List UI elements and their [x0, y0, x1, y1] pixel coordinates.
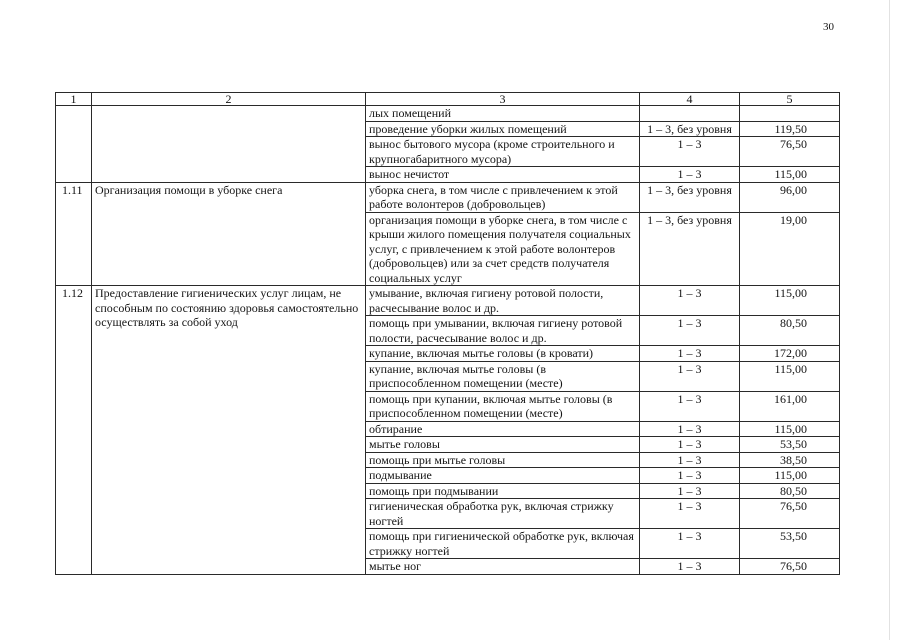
service-name: помощь при мытье головы	[366, 452, 640, 468]
scan-edge	[889, 0, 890, 640]
service-level: 1 – 3, без уровня	[640, 182, 740, 212]
service-name: уборка снега, в том числе с привлечением к этой работе волонтеров (добровольцев)	[366, 182, 640, 212]
service-name: гигиеническая обработка рук, включая стрижку ногтей	[366, 499, 640, 529]
service-price: 119,50	[740, 121, 840, 137]
service-price: 76,50	[740, 499, 840, 529]
service-name: купание, включая мытье головы (в кровати)	[366, 346, 640, 362]
col-1-header: 1	[56, 93, 92, 106]
service-name: лых помещений	[366, 106, 640, 122]
service-level: 1 – 3	[640, 286, 740, 316]
services-table	[55, 92, 840, 575]
service-level: 1 – 3	[640, 483, 740, 499]
table-row	[56, 286, 840, 316]
service-price: 115,00	[740, 286, 840, 316]
service-level: 1 – 3	[640, 452, 740, 468]
service-level: 1 – 3	[640, 167, 740, 183]
service-name: проведение уборки жилых помещений	[366, 121, 640, 137]
service-level: 1 – 3	[640, 529, 740, 559]
section-number: 1.12	[56, 286, 92, 575]
service-level: 1 – 3, без уровня	[640, 212, 740, 286]
page-number: 30	[823, 21, 834, 33]
section-number	[56, 106, 92, 183]
service-price: 76,50	[740, 137, 840, 167]
service-price: 115,00	[740, 468, 840, 484]
service-name: обтирание	[366, 421, 640, 437]
service-price: 115,00	[740, 421, 840, 437]
service-name: мытье ног	[366, 559, 640, 575]
service-name: помощь при умывании, включая гигиену ротовой полости, расчесывание волос и др.	[366, 316, 640, 346]
service-level: 1 – 3	[640, 499, 740, 529]
service-price: 53,50	[740, 437, 840, 453]
service-name: помощь при гигиенической обработке рук, включая стрижку ногтей	[366, 529, 640, 559]
service-level: 1 – 3, без уровня	[640, 121, 740, 137]
service-price: 80,50	[740, 483, 840, 499]
service-level: 1 – 3	[640, 559, 740, 575]
service-price: 53,50	[740, 529, 840, 559]
service-level: 1 – 3	[640, 361, 740, 391]
service-level: 1 – 3	[640, 316, 740, 346]
header-row	[56, 93, 840, 106]
service-name: помощь при подмывании	[366, 483, 640, 499]
table-row	[56, 106, 840, 122]
service-level: 1 – 3	[640, 437, 740, 453]
service-name: вынос нечистот	[366, 167, 640, 183]
service-name: помощь при купании, включая мытье головы (в приспособленном помещении (месте)	[366, 391, 640, 421]
section-title: Предоставление гигиенических услуг лицам, не способным по состоянию здоровья самостоятельно осуществлять за собой уход	[92, 286, 366, 575]
col-2-header: 2	[92, 93, 366, 106]
service-name: мытье головы	[366, 437, 640, 453]
service-name: организация помощи в уборке снега, в том числе с крыши жилого помещения получателя социальных услуг, с привлечением к этой работе волонтеров (добровольцев) или за счет средств получателя социальных услуг	[366, 212, 640, 286]
service-level: 1 – 3	[640, 468, 740, 484]
service-price: 115,00	[740, 361, 840, 391]
service-price: 80,50	[740, 316, 840, 346]
service-price: 172,00	[740, 346, 840, 362]
col-4-header: 4	[640, 93, 740, 106]
section-number: 1.11	[56, 182, 92, 286]
service-name: вынос бытового мусора (кроме строительного и крупногабаритного мусора)	[366, 137, 640, 167]
service-price: 76,50	[740, 559, 840, 575]
service-level: 1 – 3	[640, 421, 740, 437]
service-level	[640, 106, 740, 122]
service-price: 115,00	[740, 167, 840, 183]
table-row	[56, 182, 840, 212]
service-name: подмывание	[366, 468, 640, 484]
service-price: 161,00	[740, 391, 840, 421]
table-body	[56, 106, 840, 575]
service-price: 38,50	[740, 452, 840, 468]
service-name: купание, включая мытье головы (в приспособленном помещении (месте)	[366, 361, 640, 391]
service-price: 96,00	[740, 182, 840, 212]
service-level: 1 – 3	[640, 391, 740, 421]
service-price	[740, 106, 840, 122]
section-title: Организация помощи в уборке снега	[92, 182, 366, 286]
service-price: 19,00	[740, 212, 840, 286]
col-5-header: 5	[740, 93, 840, 106]
service-level: 1 – 3	[640, 137, 740, 167]
service-level: 1 – 3	[640, 346, 740, 362]
section-title	[92, 106, 366, 183]
service-name: умывание, включая гигиену ротовой полости, расчесывание волос и др.	[366, 286, 640, 316]
col-3-header: 3	[366, 93, 640, 106]
